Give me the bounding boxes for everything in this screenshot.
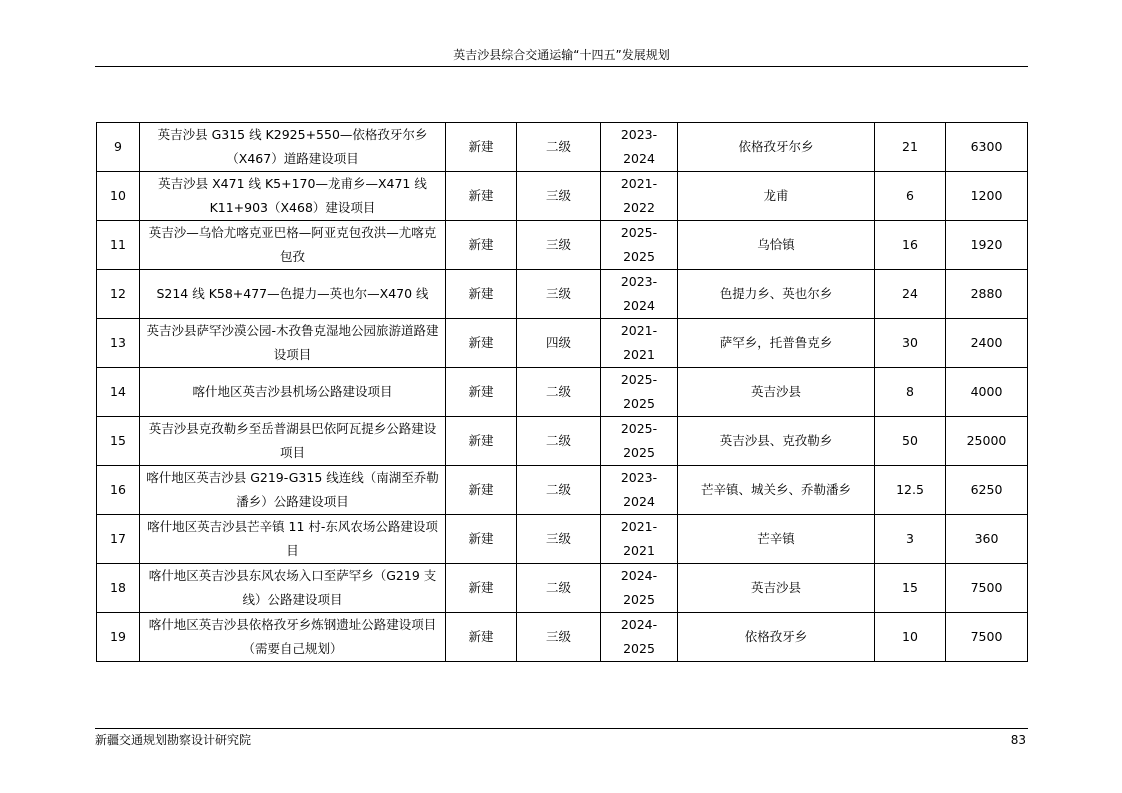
- investment: 25000: [946, 417, 1028, 466]
- construction-type: 新建: [446, 319, 517, 368]
- project-name: 英吉沙县克孜勒乡至岳普湖县巴依阿瓦提乡公路建设项目: [140, 417, 446, 466]
- row-number: 19: [97, 613, 140, 662]
- length: 3: [875, 515, 946, 564]
- construction-type: 新建: [446, 417, 517, 466]
- construction-period: 2025-2025: [601, 368, 678, 417]
- construction-period: 2023-2024: [601, 466, 678, 515]
- construction-type: 新建: [446, 466, 517, 515]
- location: 英吉沙县: [678, 564, 875, 613]
- construction-type: 新建: [446, 123, 517, 172]
- project-name: 喀什地区英吉沙县依格孜牙乡炼钢遗址公路建设项目（需要自己规划）: [140, 613, 446, 662]
- location: 乌恰镇: [678, 221, 875, 270]
- road-grade: 二级: [517, 123, 601, 172]
- construction-period: 2023-2024: [601, 270, 678, 319]
- investment: 4000: [946, 368, 1028, 417]
- page-number: 83: [1010, 733, 1026, 747]
- length: 24: [875, 270, 946, 319]
- road-grade: 二级: [517, 564, 601, 613]
- road-grade: 三级: [517, 221, 601, 270]
- row-number: 10: [97, 172, 140, 221]
- location: 英吉沙县: [678, 368, 875, 417]
- road-grade: 二级: [517, 368, 601, 417]
- investment: 360: [946, 515, 1028, 564]
- road-grade: 三级: [517, 270, 601, 319]
- row-number: 15: [97, 417, 140, 466]
- project-name: 喀什地区英吉沙县机场公路建设项目: [140, 368, 446, 417]
- table-row: [97, 123, 1028, 172]
- location: 英吉沙县、克孜勒乡: [678, 417, 875, 466]
- row-number: 17: [97, 515, 140, 564]
- table-row: [97, 368, 1028, 417]
- row-number: 14: [97, 368, 140, 417]
- table-row: [97, 417, 1028, 466]
- road-grade: 二级: [517, 466, 601, 515]
- row-number: 11: [97, 221, 140, 270]
- construction-period: 2024-2025: [601, 613, 678, 662]
- row-number: 18: [97, 564, 140, 613]
- project-name: 喀什地区英吉沙县芒辛镇 11 村-东风农场公路建设项目: [140, 515, 446, 564]
- construction-type: 新建: [446, 270, 517, 319]
- length: 12.5: [875, 466, 946, 515]
- construction-type: 新建: [446, 613, 517, 662]
- table-row: [97, 613, 1028, 662]
- length: 21: [875, 123, 946, 172]
- length: 50: [875, 417, 946, 466]
- investment: 7500: [946, 564, 1028, 613]
- investment: 7500: [946, 613, 1028, 662]
- length: 30: [875, 319, 946, 368]
- construction-period: 2024-2025: [601, 564, 678, 613]
- location: 萨罕乡，托普鲁克乡: [678, 319, 875, 368]
- project-name: S214 线 K58+477—色提力—英也尔—X470 线: [140, 270, 446, 319]
- project-name: 喀什地区英吉沙县东风农场入口至萨罕乡（G219 支线）公路建设项目: [140, 564, 446, 613]
- row-number: 16: [97, 466, 140, 515]
- investment: 1200: [946, 172, 1028, 221]
- road-grade: 四级: [517, 319, 601, 368]
- length: 16: [875, 221, 946, 270]
- location: 依格孜牙尔乡: [678, 123, 875, 172]
- location: 依格孜牙乡: [678, 613, 875, 662]
- construction-period: 2021-2021: [601, 515, 678, 564]
- page-header: [95, 46, 1028, 67]
- table-row: [97, 466, 1028, 515]
- project-name: 喀什地区英吉沙县 G219-G315 线连线（南湖至乔勒潘乡）公路建设项目: [140, 466, 446, 515]
- header-title: 英吉沙县综合交通运输“十四五”发展规划: [453, 48, 670, 62]
- length: 15: [875, 564, 946, 613]
- project-table-container: [96, 122, 1028, 662]
- construction-period: 2021-2021: [601, 319, 678, 368]
- footer-organization: 新疆交通规划勘察设计研究院: [95, 733, 252, 747]
- investment: 1920: [946, 221, 1028, 270]
- construction-period: 2025-2025: [601, 221, 678, 270]
- location: 龙甫: [678, 172, 875, 221]
- length: 10: [875, 613, 946, 662]
- location: 色提力乡、英也尔乡: [678, 270, 875, 319]
- construction-period: 2021-2022: [601, 172, 678, 221]
- construction-type: 新建: [446, 172, 517, 221]
- investment: 2880: [946, 270, 1028, 319]
- road-grade: 三级: [517, 515, 601, 564]
- project-name: 英吉沙县萨罕沙漠公园-木孜鲁克湿地公园旅游道路建设项目: [140, 319, 446, 368]
- row-number: 9: [97, 123, 140, 172]
- location: 芒辛镇: [678, 515, 875, 564]
- project-name: 英吉沙县 G315 线 K2925+550—依格孜牙尔乡（X467）道路建设项目: [140, 123, 446, 172]
- row-number: 13: [97, 319, 140, 368]
- construction-type: 新建: [446, 564, 517, 613]
- table-row: [97, 270, 1028, 319]
- table-row: [97, 515, 1028, 564]
- length: 6: [875, 172, 946, 221]
- project-name: 英吉沙—乌恰尤喀克亚巴格—阿亚克包孜洪—尤喀克包孜: [140, 221, 446, 270]
- construction-period: 2025-2025: [601, 417, 678, 466]
- construction-type: 新建: [446, 221, 517, 270]
- construction-type: 新建: [446, 515, 517, 564]
- page-footer: [95, 728, 1028, 749]
- investment: 6300: [946, 123, 1028, 172]
- investment: 2400: [946, 319, 1028, 368]
- construction-period: 2023-2024: [601, 123, 678, 172]
- table-row: [97, 172, 1028, 221]
- road-grade: 三级: [517, 172, 601, 221]
- investment: 6250: [946, 466, 1028, 515]
- row-number: 12: [97, 270, 140, 319]
- road-grade: 三级: [517, 613, 601, 662]
- location: 芒辛镇、城关乡、乔勒潘乡: [678, 466, 875, 515]
- table-row: [97, 319, 1028, 368]
- length: 8: [875, 368, 946, 417]
- table-row: [97, 221, 1028, 270]
- project-name: 英吉沙县 X471 线 K5+170—龙甫乡—X471 线 K11+903（X468）建设项目: [140, 172, 446, 221]
- project-table: [96, 122, 1028, 662]
- table-row: [97, 564, 1028, 613]
- road-grade: 二级: [517, 417, 601, 466]
- construction-type: 新建: [446, 368, 517, 417]
